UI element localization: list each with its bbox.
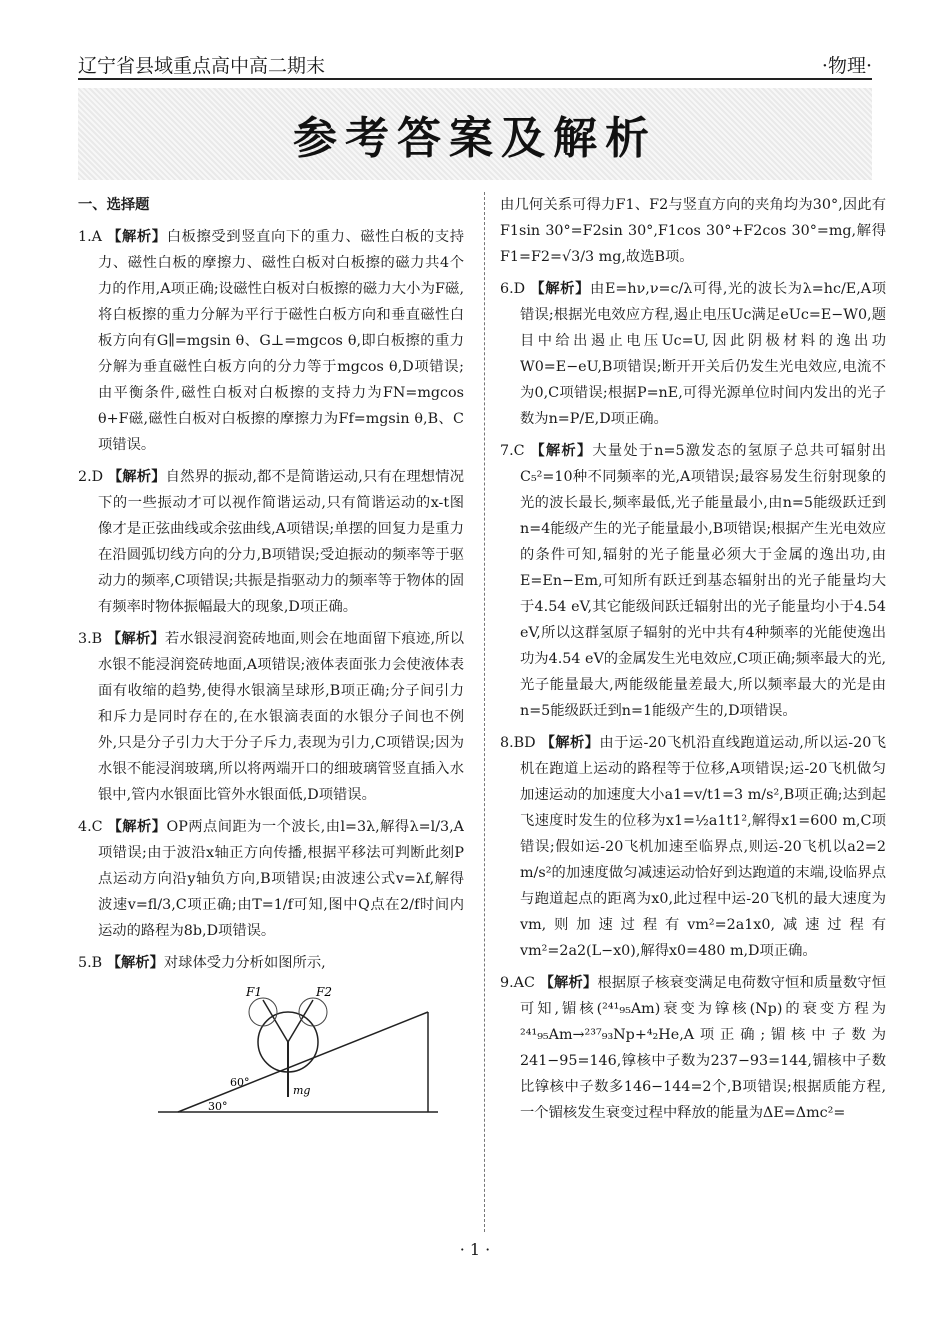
page-title: 参考答案及解析 [293,113,657,164]
answer-tag: 【解析】 [106,631,165,647]
answer-2 [78,464,464,620]
answer-number: 6.D [500,281,526,297]
answer-number: 2.D [78,469,104,485]
answer-5 [78,950,464,976]
answer-number: 5.B [78,955,103,971]
answer-4 [78,814,464,944]
answer-7 [500,438,886,724]
incline-plane [178,1012,428,1112]
force-diagram [138,982,464,1131]
answer-6 [500,276,886,432]
answer-tag: 【解析】 [107,819,167,835]
force-diagram-svg [138,982,458,1122]
title-banner [78,88,872,180]
answer-text: 对球体受力分析如图所示, [163,955,326,971]
answer-8 [500,730,886,964]
answer-text: 由于运-20飞机沿直线跑道运动,所以运-20飞机在跑道上运动的路程等于位移,A项错误;运-20飞机做匀加速运动的加速度大小a1=v/t1=3 m/s²,B项正确;达到起飞速度时发生的位移为x1=½a1t1²,解得x1=600 m,C项错误;假如运-20飞机加速至临界点,则运-20飞机以a2=2 m/s²的加速度做匀减速运动恰好到达跑道的末端,设临界点与跑道起点的距离为x0,此过程中运-20飞机的最大速度为vm,则加速过程有vm²=2a1x0,减速过程有vm²=2a2(L−x0),解得x0=480 m,D项正确。 [520,735,886,959]
answer-tag: 【解析】 [540,735,600,751]
answer-text: 大量处于n=5激发态的氢原子总共可辐射出C₅²=10种不同频率的光,A项错误;最容易发生衍射现象的光的波长最长,频率最低,光子能量最小,由n=5能级跃迁到n=4能级产生的光子能量最小,B项错误;根据产生光电效应的条件可知,辐射的光子能量必须大于金属的逸出功,由E=En−Em,可知所有跃迁到基态辐射出的光子能量均大于4.54 eV,其它能级间跃迁辐射出的光子能量均小于4.54 eV,所以这群氢原子辐射的光中共有4种频率的光能使逸出功为4.54 eV的金属发生光电效应,C项正确;频率最大的光,光子能量最大,两能级能量差最大,所以频率最大的光是由n=5能级跃迁到n=1能级产生的,D项错误。 [520,443,886,719]
column-divider [484,192,485,1232]
answer-tag: 【解析】 [530,443,593,459]
answer-number: 3.B [78,631,103,647]
header-exam-title: 辽宁省县域重点高中高二期末 [78,54,326,77]
answer-9 [500,970,886,1126]
label-mg: mg [293,1084,311,1097]
label-angle-60: 60° [230,1076,250,1089]
header-subject: ·物理· [821,54,872,77]
label-f1: F1 [246,985,262,999]
answer-5-continued: 由几何关系可得力F1、F2与竖直方向的夹角均为30°,因此有F1sin 30°=F2sin 30°,F1cos 30°+F2cos 30°=mg,解得F1=F2=√3/3 mg,故选B项。 [500,197,886,265]
answer-text: 自然界的振动,都不是简谐运动,只有在理想情况下的一些振动才可以视作简谐运动,只有简谐运动的x-t图像才是正弦曲线或余弦曲线,A项错误;单摆的回复力是重力在沿圆弧切线方向的分力,B项错误;受迫振动的频率等于驱动力的频率,C项错误;共振是指驱动力的频率等于物体的固有频率时物体振幅最大的现象,D项正确。 [98,469,464,615]
f2-circle [299,998,327,1026]
label-f2: F2 [316,985,332,999]
left-column [78,192,464,1232]
answer-number: 7.C [500,443,525,459]
f1-circle [249,998,277,1026]
answer-number: 9.AC [500,975,535,991]
answer-text: 白板擦受到竖直向下的重力、磁性白板的支持力、磁性白板的摩擦力、磁性白板对白板擦的磁力共4个力的作用,A项正确;设磁性白板对白板擦的磁力大小为F磁,将白板擦的重力分解为平行于磁性白板方向和垂直磁性白板方向有G∥=mgsin θ、G⊥=mgcos θ,即白板擦的重力分解为垂直磁性白板方向的分力等于mgcos θ,D项错误;由平衡条件,磁性白板对白板擦的支持力为FN=mgcos θ+F磁,磁性白板对白板擦的摩擦力为Ff=mgsin θ,B、C项错误。 [98,229,464,453]
answer-text: 根据原子核衰变满足电荷数守恒和质量数守恒可知,镅核(²⁴¹₉₅Am)衰变为镎核(Np)的衰变方程为²⁴¹₉₅Am→²³⁷₉₃Np+⁴₂He,A项正确;镅核中子数为241−95=146,镎核中子数为237−93=144,镅核中子数比镎核中子数多146−144=2个,B项错误;根据质能方程,一个镅核发生衰变过程中释放的能量为ΔE=Δmc²= [520,975,886,1121]
label-angle-30: 30° [208,1100,228,1113]
section-heading: 一、选择题 [78,197,150,213]
page-number: · 1 · [459,1240,491,1259]
answer-1 [78,224,464,458]
answer-tag: 【解析】 [107,469,166,485]
answer-tag: 【解析】 [530,281,591,297]
answer-3 [78,626,464,808]
answer-tag: 【解析】 [107,229,167,245]
answer-tag: 【解析】 [539,975,598,991]
answer-text: 若水银浸润瓷砖地面,则会在地面留下痕迹,所以水银不能浸润瓷砖地面,A项错误;液体表面张力会使液体表面有收缩的趋势,使得水银滴呈球形,B项正确;分子间引力和斥力是同时存在的,在水银滴表面的水银分子间也不例外,只是分子引力大于分子斥力,表现为引力,C项错误;因为水银不能浸润玻璃,所以将两端开口的细玻璃管竖直插入水银中,管内水银面比管外水银面低,D项错误。 [98,631,464,803]
page-header [78,50,872,80]
answer-number: 4.C [78,819,103,835]
right-column [500,192,886,1232]
answer-number: 1.A [78,229,102,245]
answer-text: 由E=hν,ν=c/λ可得,光的波长为λ=hc/E,A项错误;根据光电效应方程,遏止电压Uc满足eUc=E−W0,题目中给出遏止电压Uc=U,因此阴极材料的逸出功W0=E−eU,B项错误;断开开关后仍发生光电效应,电流不为0,C项错误;根据P=nE,可得光源单位时间内发出的光子数为n=P/E,D项正确。 [520,281,886,427]
answer-text: OP两点间距为一个波长,由l=3λ,解得λ=l/3,A项错误;由于波沿x轴正方向传播,根据平移法可判断此刻P点运动方向沿y轴负方向,B项错误;由波速公式v=λf,解得波速v=fl/3,C项正确;由T=1/f可知,图中Q点在2/f时间内运动的路程为8b,D项错误。 [98,819,464,939]
answer-number: 8.BD [500,735,536,751]
answer-tag: 【解析】 [106,955,164,971]
